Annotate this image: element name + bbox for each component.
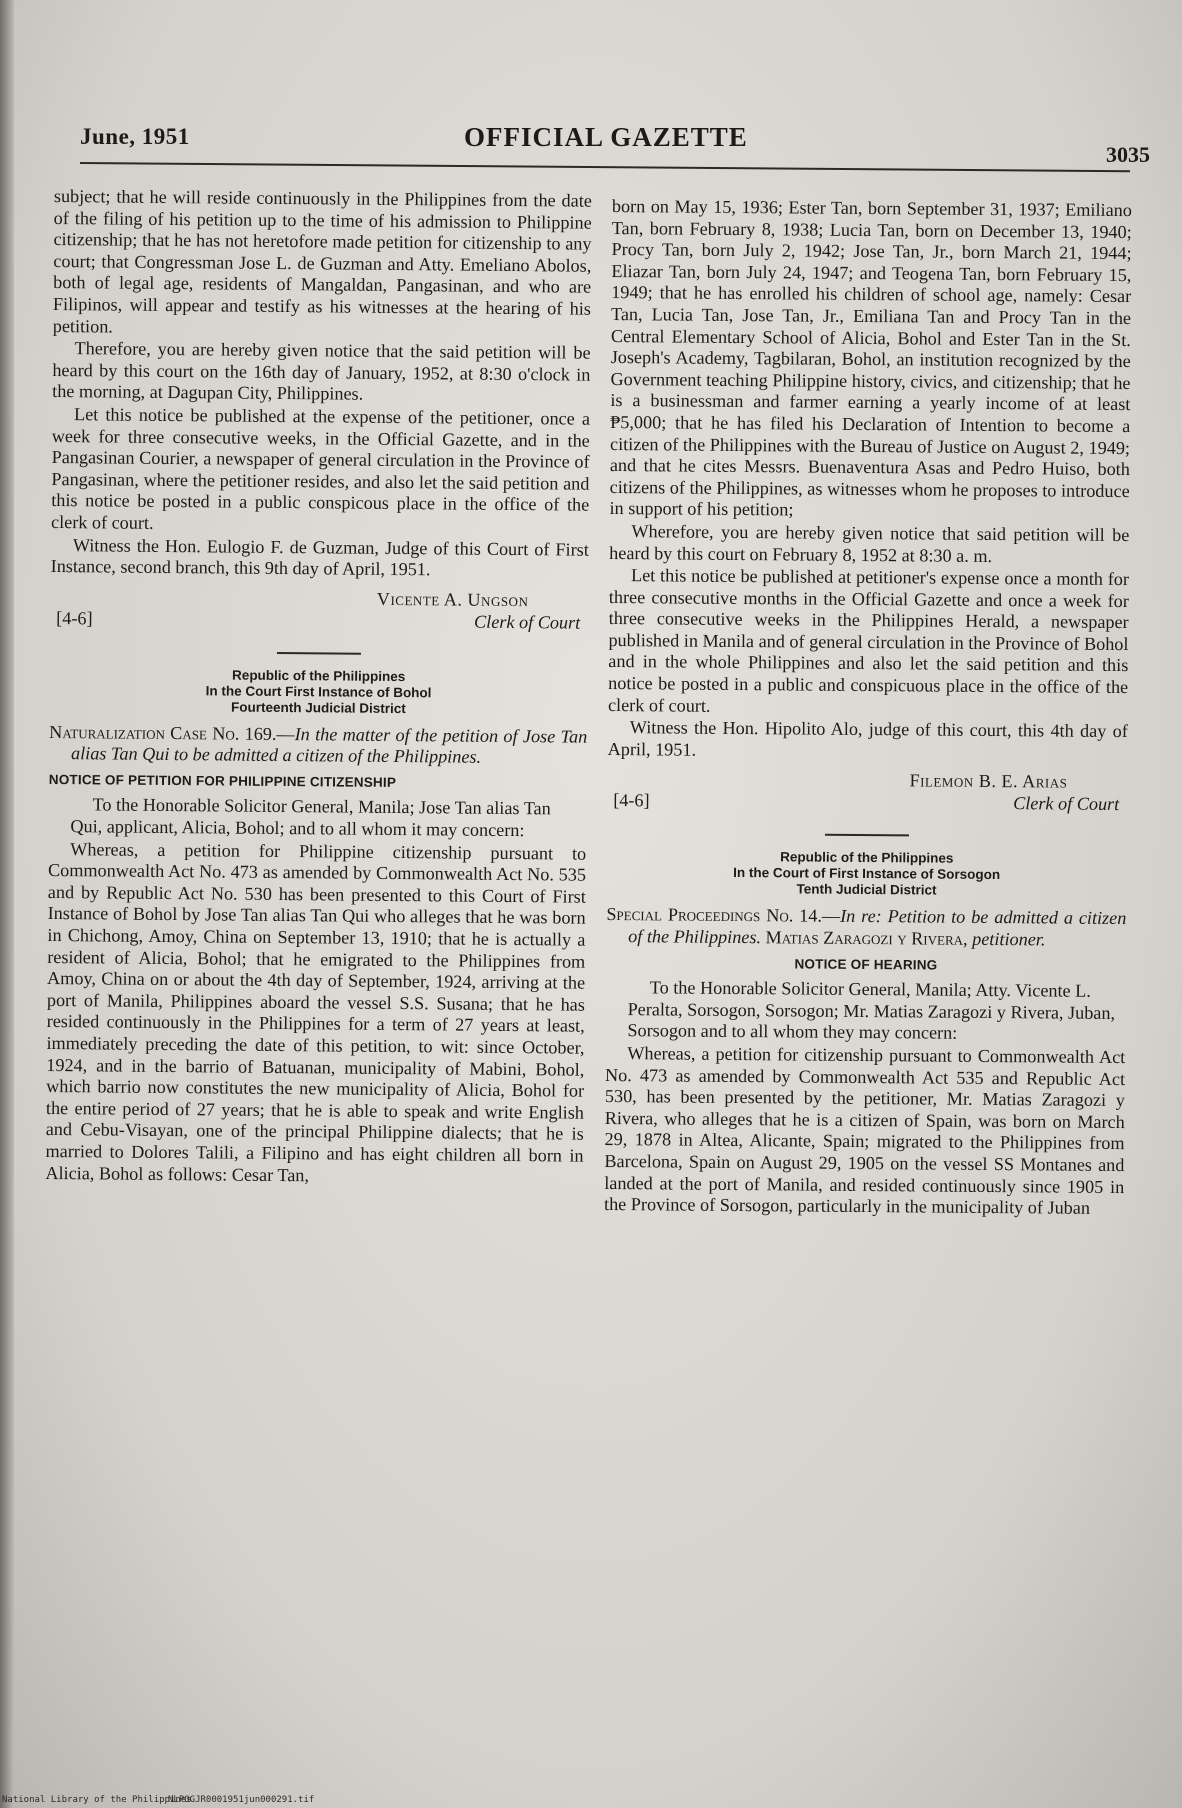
signature-name: Filemon B. E. Arias <box>909 770 1068 793</box>
left-paragraph-4: Witness the Hon. Eulogio F. de Guzman, Judge of this Court of First Instance, second branch, this 9th day of April, 1951. <box>50 534 589 580</box>
right-paragraph-2: Wherefore, you are hereby given notice that said petition will be heard by this court on February 8, 1952 at 8:30 a. m. <box>609 521 1130 566</box>
scan-footer <box>0 1794 1182 1808</box>
section-divider <box>277 652 361 655</box>
left-paragraph-2: Therefore, you are hereby given notice that the said petition will be heard by this court on the 16th day of January, 1952, at 8:30 o'clock in the morning, at Dagupan City, Philippines. <box>52 338 591 405</box>
petitioner-name: Matias Zaragozi y Rivera, <box>765 927 968 949</box>
signature-block-1 <box>50 586 588 641</box>
case-description: In the matter of the petition of Jose Tan alias Tan Qui to be admitted a citizen of the Philippines. <box>70 723 588 768</box>
left-paragraph-1: subject; that he will reside continuously in the Philippines from the date of the filing of his petition up to the time of his admission to Philippine citizenship; that he has not heretofore made petition for citizenship to any court; that Congressman Jose L. de Guzman and Atty. Emeliano Abolos, both of legal age, residents of Mangaldan, Pangasinan, and who are Filipinos, will appear and testify as his witnesses at the hearing of his petition. <box>52 186 592 337</box>
case-title-14 <box>606 904 1126 951</box>
case-label: Special Proceedings No. 14.— <box>606 904 841 927</box>
notice-heading: NOTICE OF PETITION FOR PHILIPPINE CITIZENSHIP <box>48 771 397 790</box>
section-divider <box>825 834 909 837</box>
publication-reference: [4-6] <box>613 790 650 811</box>
left-paragraph-5: Whereas, a petition for Philippine citizenship pursuant to Commonwealth Act No. 473 as amended by Commonwealth Act No. 535 and by Republic Act No. 530 has been presented to this Court of First Instance of Bohol by Jose Tan alias Tan Qui who alleges that he was born in Chichong, Amoy, China on September 13, 1910; that he is actually a resident of Alicia, Bohol; that he emigrated to the Philippines from Amoy, China on or about the 4th day of September, 1924, arriving at the port of Manila, Philippines aboard the vessel S.S. Susana; that he has resided continuously in the Philippines for a term of 27 years at least, immediately preceding the date of this petition, to wit: since October, 1924, and in the barrio of Batuanan, municipality of Mabini, Bohol, which barrio now constitutes the new municipality of Alicia, Bohol for the entire period of 27 years; that he is able to speak and write English and Cebu-Visayan, one of the principal Philippine dialects; that he is married to Dolores Talili, a Filipino and has eight children all born in Alicia, Bohol as follows: Cesar Tan, <box>45 838 587 1185</box>
page-header <box>68 118 1150 167</box>
court-heading-line: In the Court of First Instance of Sorsogon <box>733 865 1001 883</box>
notice-addressees: To the Honorable Solicitor General, Manila; Atty. Vicente L. Peralta, Sorsogon, Sorsogon; Mr. Matias Zaragozi y Rivera, Juban, Sorsogon and to all whom they may concern: <box>627 977 1116 1044</box>
header-page-number: 3035 <box>1106 142 1150 167</box>
right-paragraph-3: Let this notice be published at petitioner's expense once a month for three consecutive months in the Official Gazette and once a week for three consecutive weeks in the Philippines Herald, a newspaper published in Manila and of general circulation in the Province of Bohol and in the whole Philippines and also let the said petition and this notice be posted in a public and conspicuous place in the office of the clerk of court. <box>607 565 1130 716</box>
header-date: June, 1951 <box>80 124 190 149</box>
court-heading-line: In the Court First Instance of Bohol <box>205 683 432 701</box>
right-paragraph-1: born on May 15, 1936; Ester Tan, born September 31, 1937; Emiliano Tan, born February 8, 1938; Lucia Tan, born on December 13, 1940; Procy Tan, born July 2, 1942; Jose Tan, Jr., born March 21, 1944; Eliazar Tan, born July 24, 1947; and Teogena Tan, born February 15, 1949; that he has enrolled his children of school age, namely: Cesar Tan, Lucia Tan, Jose Tan, Jr., Emiliana Tan and Procy Tan in the Central Elementary School of Alicia, Bohol and Ester Tan in the St. Joseph's Academy, Tagbilaran, Bohol, an institution recognized by the Government teaching Philippine history, civics, and citizenship; that he is a businessman and farmer earning a yearly income of at least ₱5,000; that he has filed his Declaration of Intention to become a citizen of the Philippines with the Bureau of Justice on August 2, 1949; and that he cites Messrs. Buenaventura Asas and Pedro Huiso, both citizens of the Philippines, as witnesses whom he proposes to introduce in support of his petition; <box>609 196 1132 520</box>
signature-block-2 <box>607 768 1127 822</box>
header-publication-title: OFFICIAL GAZETTE <box>464 122 748 152</box>
header-rule <box>80 162 1130 172</box>
left-column <box>45 186 592 1190</box>
court-heading-sorsogon <box>606 848 1126 900</box>
signature-title: Clerk of Court <box>1013 793 1120 815</box>
right-paragraph-4: Witness the Hon. Hipolito Alo, judge of this court, this 4th day of April, 1951. <box>607 717 1128 760</box>
signature-title: Clerk of Court <box>474 611 581 633</box>
court-heading-line: Republic of the Philippines <box>780 849 954 867</box>
notice-heading: NOTICE OF HEARING <box>794 956 938 973</box>
petitioner-role: petitioner. <box>972 928 1046 950</box>
right-paragraph-5: Whereas, a petition for citizenship pursuant to Commonwealth Act No. 473 as amended by Commonwealth Act 535 and Republic Act 530, has been presented by the petitioner, Mr. Matias Zaragozi y Rivera, who alleges that he is a citizen of Spain, was born on March 29, 1878 in Altea, Alicante, Spain; migrated to the Philippines from Barcelona, Spain on August 29, 1905 on the vessel SS Montanes and landed at the port of Manila, and resided continuously since 1905 in the Province of Sorsogon, particularly in the municipality of Juban <box>604 1043 1126 1218</box>
page-edge-shadow <box>0 0 14 1808</box>
signature-name: Vicente A. Ungson <box>376 588 529 610</box>
court-heading-bohol <box>49 666 587 719</box>
right-column <box>604 196 1132 1221</box>
court-heading-line: Republic of the Philippines <box>232 667 406 684</box>
case-title-169 <box>49 722 587 770</box>
case-description: In re: Petition to be admitted a citizen of the Philippines. <box>628 906 1127 948</box>
court-heading-line: Tenth Judicial District <box>796 881 937 899</box>
footer-filename: NLPOGJR0001951jun000291.tif <box>168 1795 315 1805</box>
footer-library: National Library of the Philippines <box>2 1795 192 1805</box>
court-heading-line: Fourteenth Judicial District <box>231 699 406 716</box>
left-paragraph-3: Let this notice be published at the expense of the petitioner, once a week for three consecutive weeks, in the Official Gazette, and in the Pangasinan Courier, a newspaper of general circulation in the Province of Pangasinan, where the petitioner resides, and also let the said petition and this notice be posted in a public conspicous place in the office of the clerk of court. <box>50 404 591 533</box>
notice-addressees: To the Honorable Solicitor General, Manila; Jose Tan alias Tan Qui, applicant, Alicia, Bohol; and to all whom it may concern: <box>70 794 551 841</box>
case-label: Naturalization Case No. 169.— <box>49 721 295 744</box>
publication-reference: [4-6] <box>56 607 93 629</box>
